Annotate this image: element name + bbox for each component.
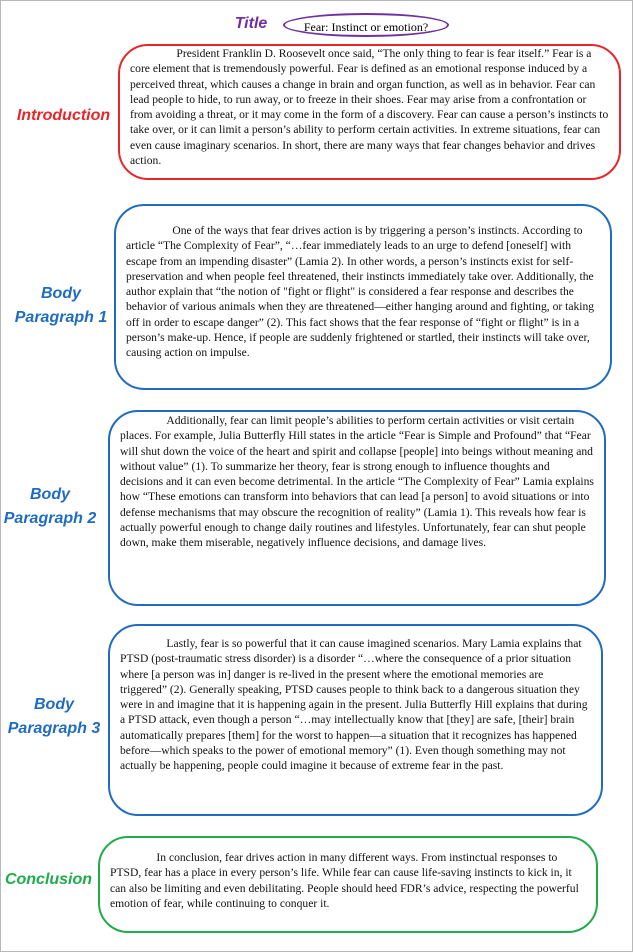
introduction-paragraph: President Franklin D. Roosevelt once said, “The only thing to fear is fear itself.” Fear is a core element that is tremendously powerful. Fear is defined as an emotional response induced by a perceived threat, which causes a change in brain and organ function, as well as in behavior. Fear can lead people to hide, to run away, or to freeze in their shoes. Fear may arise from a confrontation or from avoiding a threat, or it may come in the form of a discovery. Fear can cause a person’s instincts to take over, or it can limit a person’s ability to perform certain activities. In extreme situations, fear can even cause imaginary scenarios. In short, there are many ways that fear changes behavior and drives action. bbox=[130, 47, 609, 168]
body-paragraph-3-box bbox=[108, 624, 603, 816]
conclusion-box bbox=[98, 836, 598, 933]
conclusion-paragraph: In conclusion, fear drives action in many different ways. From instinctual responses to PTSD, fear has a place in every person’s life. While fear can cause life-saving instincts to kick in, it can also be limiting and even debilitating. People should heed FDR’s advice, respecting the powerful emotion of fear, while continuing to conquer it. bbox=[110, 851, 579, 910]
body-paragraph-1-text: One of the ways that fear drives action is by triggering a person’s instincts. According to article “The Complexity of Fear”, “…fear immediately leads to an urge to defend [oneself] with escape from an impending disaster” (Lamia 2). In other words, a person’s instincts exist for self-preservation and when people feel threatened, their instincts immediately take over. Additionally, the author explain that “the notion of "fight or flight" is considered a fear response and describes the behavior of various animals when they are threatened—either hanging around and fighting, or taking off in order to escape danger” (2). This fact shows that the fear response of “fight or flight” is in a person’s make-up. Hence, if people are suddenly frightened or startled, their instincts will take over, causing action on impulse. bbox=[126, 224, 595, 360]
conclusion-label: Conclusion bbox=[4, 871, 93, 888]
body-paragraph-1-label: Body Paragraph 1 bbox=[14, 285, 108, 326]
title-oval: Fear: Instinct or emotion? bbox=[283, 13, 449, 37]
title-label: Title bbox=[234, 15, 268, 32]
body-paragraph-3-label: Body Paragraph 3 bbox=[7, 696, 101, 737]
body-paragraph-2-box bbox=[108, 410, 606, 606]
body-paragraph-2-text: Additionally, fear can limit people’s abilities to perform certain activities or visit certain places. For example, Julia Butterfly Hill states in the article “Fear is Simple and Profound” that “Fear will shut down the voice of the heart and spirit and collapse [people] into beings without meaning and without value” (1). To summarize her theory, fear is strong enough to influence thoughts and decisions and it can even become detrimental. In the article “The Complexity of Fear” Lamia explains how “These emotions can transform into behaviors that can lead [a person] to avoid situations or into defense mechanisms that may obscure the recognition of reality” (Lamia 1). This reveals how fear is actually powerful enough to change daily routines and lifestyles. Unfortunately, fear can shut people down, make them miserable, negatively influence decisions, and damage lives. bbox=[120, 414, 594, 550]
body-paragraph-2-label: Body Paragraph 2 bbox=[3, 486, 97, 527]
introduction-label: Introduction bbox=[16, 107, 111, 124]
introduction-box bbox=[118, 44, 621, 180]
body-paragraph-1-box bbox=[114, 204, 612, 390]
body-paragraph-3-text: Lastly, fear is so powerful that it can cause imagined scenarios. Mary Lamia explains that PTSD (post-traumatic stress disorder) is a disorder “…where the consequence of a prior situation where [a person was in] danger is re-lived in the present where the emotional memories are triggered” (2). Generally speaking, PTSD causes people to think back to a dangerous situation they were in and imagine that it is happening again in the present. Julia Butterfly Hill explains that during a PTSD attack, even though a person “…may intellectually know that [they] are safe, [their] brain automatically prepares [them] for the worst to happen—a situation that it recognizes has happened before—which speaks to the power of emotional memory” (1). Even though something may not actually be happening, people could imagine it because of extreme fear in the past. bbox=[120, 637, 588, 773]
